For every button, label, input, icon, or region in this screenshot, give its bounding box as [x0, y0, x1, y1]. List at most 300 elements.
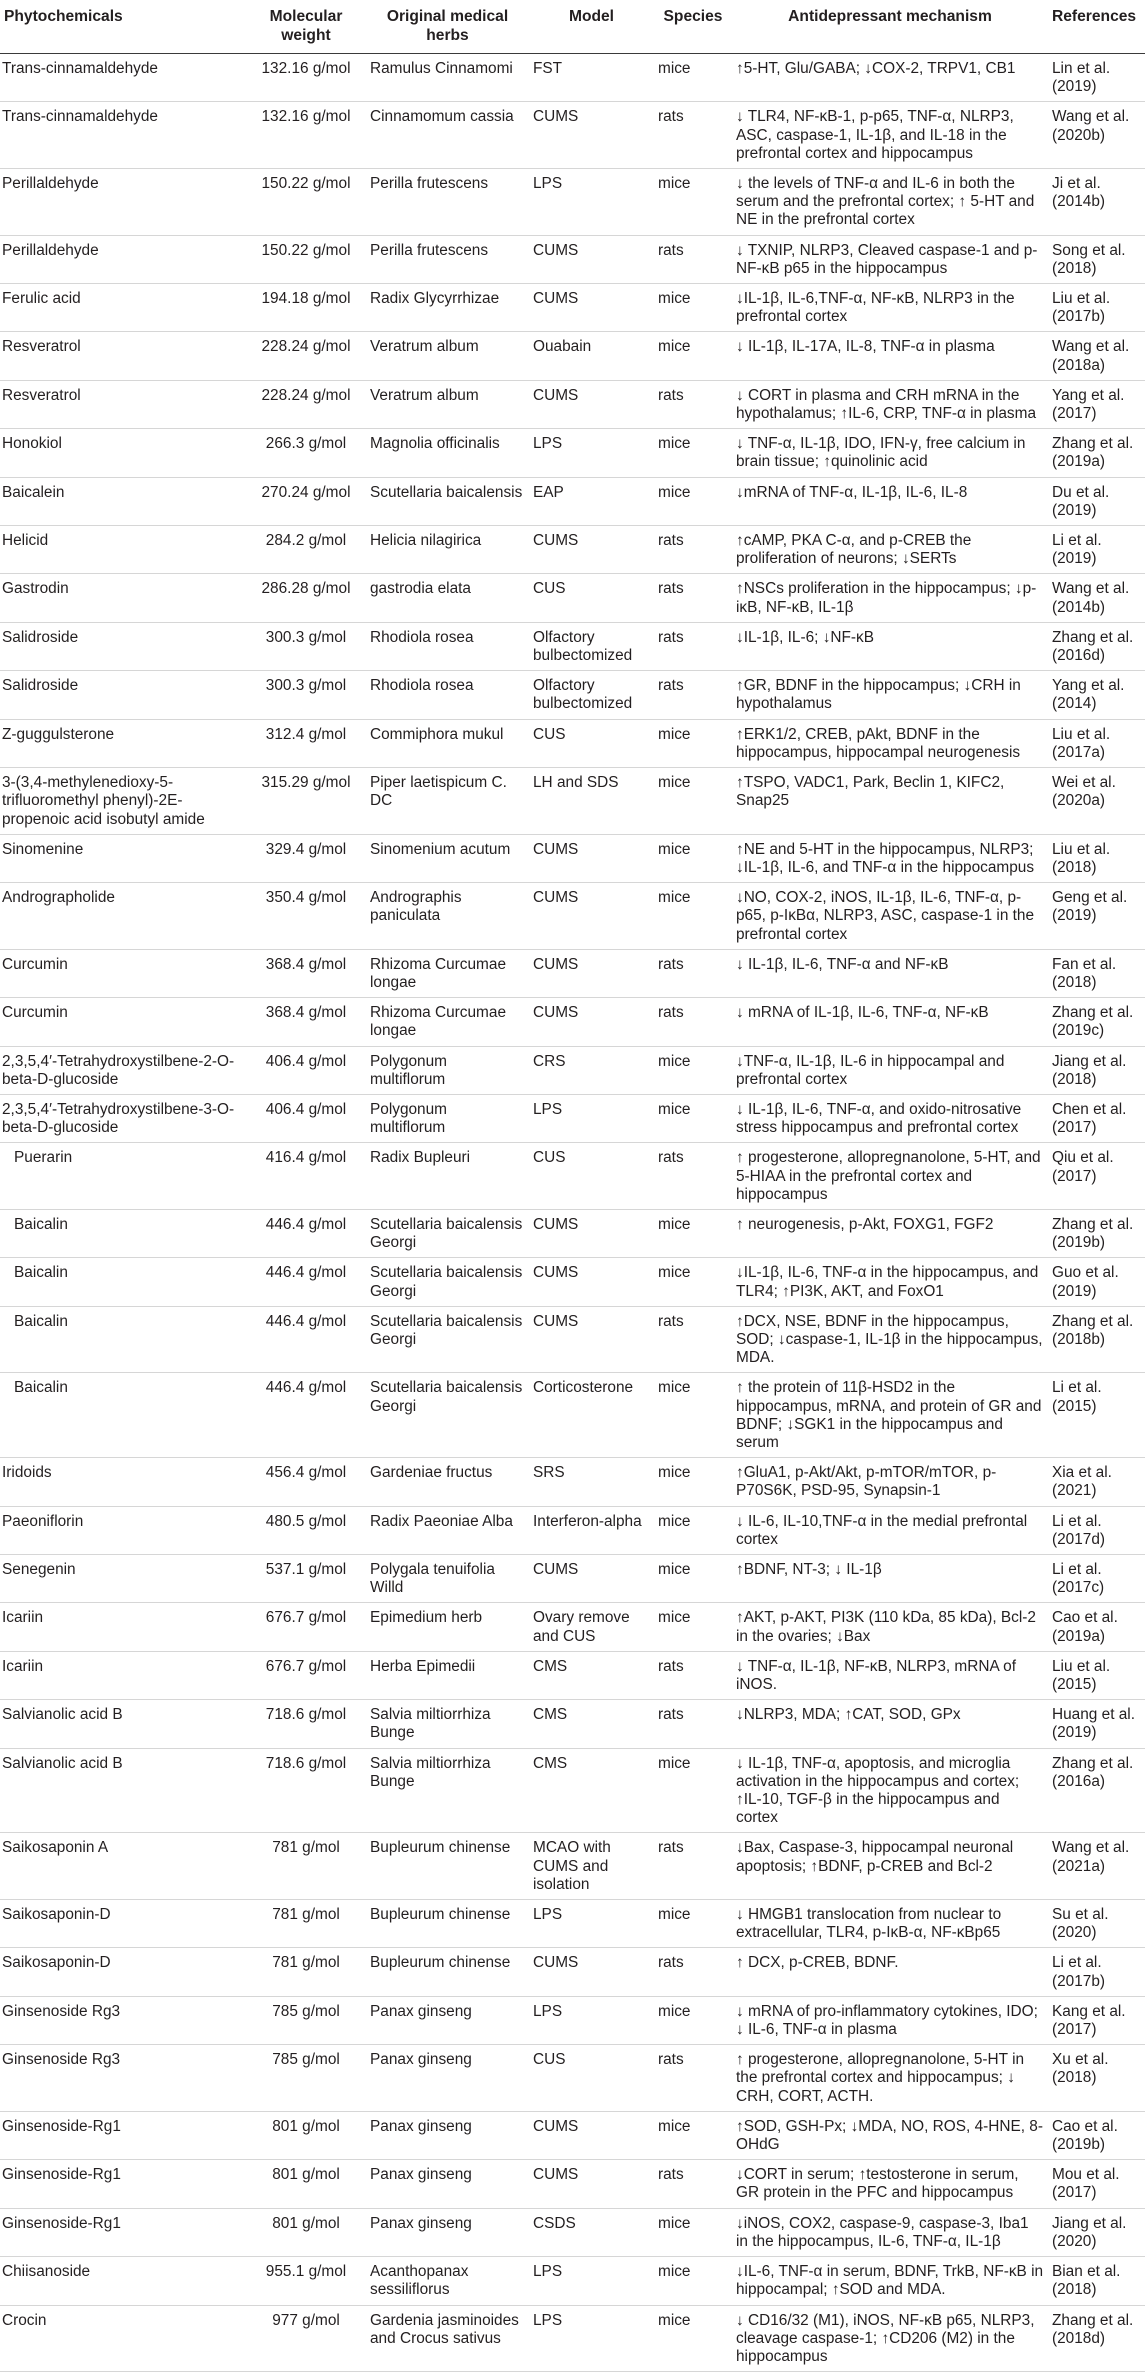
cell-phytochemical: Saikosaponin-D	[0, 1900, 246, 1948]
table-row	[0, 1833, 1145, 1900]
cell-phytochemical: Puerarin	[0, 1143, 246, 1210]
cell-reference: Wang et al. (2018a)	[1048, 332, 1145, 380]
table-row	[0, 1900, 1145, 1948]
cell-species: rats	[654, 949, 732, 997]
cell-phytochemical: Paeoniflorin	[0, 1506, 246, 1554]
cell-phytochemical: Sinomenine	[0, 834, 246, 882]
cell-mechanism: ↑5-HT, Glu/GABA; ↓COX-2, TRPV1, CB1	[732, 54, 1048, 102]
cell-molecular-weight: 300.3 g/mol	[246, 671, 366, 719]
cell-reference: Yang et al. (2017)	[1048, 380, 1145, 428]
cell-species: rats	[654, 1700, 732, 1748]
cell-reference: Wang et al. (2020b)	[1048, 102, 1145, 169]
cell-phytochemical: Salidroside	[0, 622, 246, 670]
cell-molecular-weight: 718.6 g/mol	[246, 1748, 366, 1833]
cell-phytochemical: Crocin	[0, 2305, 246, 2372]
table-row	[0, 883, 1145, 950]
cell-medical-herb: Scutellaria baicalensis Georgi	[366, 1209, 529, 1257]
cell-phytochemical: Baicalin	[0, 1209, 246, 1257]
table-row	[0, 2160, 1145, 2208]
table-row	[0, 477, 1145, 525]
cell-reference: Zhang et al. (2018b)	[1048, 1306, 1145, 1373]
cell-species: rats	[654, 622, 732, 670]
cell-mechanism: ↑NSCs proliferation in the hippocampus; ↓p-iκB, NF-κB, IL-1β	[732, 574, 1048, 622]
cell-medical-herb: Scutellaria baicalensis Georgi	[366, 1258, 529, 1306]
cell-phytochemical: Curcumin	[0, 949, 246, 997]
cell-species: mice	[654, 1603, 732, 1651]
cell-reference: Geng et al. (2019)	[1048, 883, 1145, 950]
cell-model: LPS	[529, 1900, 654, 1948]
cell-mechanism: ↓NO, COX-2, iNOS, IL-1β, IL-6, TNF-α, p-p65, p-IκBα, NLRP3, ASC, caspase-1 in the prefrontal cortex	[732, 883, 1048, 950]
cell-model: CMS	[529, 1651, 654, 1699]
cell-phytochemical: Resveratrol	[0, 332, 246, 380]
cell-reference: Wei et al. (2020a)	[1048, 768, 1145, 835]
cell-mechanism: ↓IL-1β, IL-6,TNF-α, NF-κB, NLRP3 in the prefrontal cortex	[732, 284, 1048, 332]
table-row	[0, 1506, 1145, 1554]
cell-mechanism: ↑DCX, NSE, BDNF in the hippocampus, SOD; ↓caspase-1, IL-1β in the hippocampus, MDA.	[732, 1306, 1048, 1373]
cell-molecular-weight: 312.4 g/mol	[246, 719, 366, 767]
cell-reference: Liu et al. (2018)	[1048, 834, 1145, 882]
cell-model: LH and SDS	[529, 768, 654, 835]
cell-molecular-weight: 718.6 g/mol	[246, 1700, 366, 1748]
cell-model: Interferon-alpha	[529, 1506, 654, 1554]
table-row	[0, 1651, 1145, 1699]
cell-reference: Huang et al. (2019)	[1048, 1700, 1145, 1748]
cell-mechanism: ↑cAMP, PKA C-α, and p-CREB the proliferation of neurons; ↓SERTs	[732, 526, 1048, 574]
cell-reference: Li et al. (2015)	[1048, 1373, 1145, 1458]
cell-model: CUMS	[529, 998, 654, 1046]
cell-molecular-weight: 781 g/mol	[246, 1833, 366, 1900]
cell-reference: Liu et al. (2017a)	[1048, 719, 1145, 767]
cell-model: CUS	[529, 574, 654, 622]
cell-species: mice	[654, 2111, 732, 2159]
cell-mechanism: ↑ DCX, p-CREB, BDNF.	[732, 1948, 1048, 1996]
cell-reference: Xia et al. (2021)	[1048, 1458, 1145, 1506]
cell-reference: Qiu et al. (2017)	[1048, 1143, 1145, 1210]
cell-species: mice	[654, 332, 732, 380]
table-row	[0, 768, 1145, 835]
table-row	[0, 54, 1145, 102]
table-row	[0, 1948, 1145, 1996]
cell-model: CUMS	[529, 1209, 654, 1257]
cell-medical-herb: Andrographis paniculata	[366, 883, 529, 950]
table-row	[0, 622, 1145, 670]
table-row	[0, 2045, 1145, 2112]
cell-molecular-weight: 446.4 g/mol	[246, 1373, 366, 1458]
cell-medical-herb: Panax ginseng	[366, 2111, 529, 2159]
cell-mechanism: ↓ IL-1β, TNF-α, apoptosis, and microglia activation in the hippocampus and cortex; ↑IL-10, TGF-β in the hippocampus and cortex	[732, 1748, 1048, 1833]
cell-model: Ovary remove and CUS	[529, 1603, 654, 1651]
cell-phytochemical: Icariin	[0, 1651, 246, 1699]
cell-phytochemical: Honokiol	[0, 429, 246, 477]
cell-species: mice	[654, 1458, 732, 1506]
cell-species: mice	[654, 54, 732, 102]
cell-phytochemical: Baicalin	[0, 1258, 246, 1306]
cell-molecular-weight: 955.1 g/mol	[246, 2257, 366, 2305]
cell-species: rats	[654, 1651, 732, 1699]
table-row	[0, 719, 1145, 767]
cell-reference: Zhang et al. (2019b)	[1048, 1209, 1145, 1257]
cell-reference: Yang et al. (2014)	[1048, 671, 1145, 719]
cell-mechanism: ↓ IL-6, IL-10,TNF-α in the medial prefrontal cortex	[732, 1506, 1048, 1554]
cell-species: mice	[654, 1748, 732, 1833]
cell-phytochemical: Ginsenoside-Rg1	[0, 2160, 246, 2208]
cell-model: Ouabain	[529, 332, 654, 380]
cell-medical-herb: Epimedium herb	[366, 1603, 529, 1651]
cell-species: mice	[654, 1046, 732, 1094]
cell-mechanism: ↓IL-1β, IL-6; ↓NF-κB	[732, 622, 1048, 670]
header-original-medical-herbs: Original medical herbs	[366, 0, 529, 54]
cell-molecular-weight: 150.22 g/mol	[246, 169, 366, 236]
table-row	[0, 1046, 1145, 1094]
table-row	[0, 1748, 1145, 1833]
table-row	[0, 1373, 1145, 1458]
cell-reference: Cao et al. (2019a)	[1048, 1603, 1145, 1651]
cell-mechanism: ↓iNOS, COX2, caspase-9, caspase-3, Iba1 in the hippocampus, IL-6, TNF-α, IL-1β	[732, 2208, 1048, 2256]
table-row	[0, 2257, 1145, 2305]
cell-reference: Liu et al. (2015)	[1048, 1651, 1145, 1699]
cell-medical-herb: Panax ginseng	[366, 2045, 529, 2112]
cell-reference: Guo et al. (2019)	[1048, 1258, 1145, 1306]
cell-molecular-weight: 446.4 g/mol	[246, 1209, 366, 1257]
cell-species: mice	[654, 169, 732, 236]
cell-mechanism: ↑ERK1/2, CREB, pAkt, BDNF in the hippocampus, hippocampal neurogenesis	[732, 719, 1048, 767]
table-row	[0, 1306, 1145, 1373]
table-row	[0, 2208, 1145, 2256]
cell-phytochemical: 2,3,5,4′-Tetrahydroxystilbene-2-O-beta-D-glucoside	[0, 1046, 246, 1094]
cell-species: mice	[654, 1209, 732, 1257]
cell-species: rats	[654, 1306, 732, 1373]
cell-molecular-weight: 406.4 g/mol	[246, 1094, 366, 1142]
cell-medical-herb: Cinnamomum cassia	[366, 102, 529, 169]
cell-reference: Zhang et al. (2016a)	[1048, 1748, 1145, 1833]
cell-molecular-weight: 132.16 g/mol	[246, 54, 366, 102]
cell-model: CUMS	[529, 1306, 654, 1373]
cell-reference: Zhang et al. (2018d)	[1048, 2305, 1145, 2372]
cell-phytochemical: Ginsenoside-Rg1	[0, 2111, 246, 2159]
table-row	[0, 949, 1145, 997]
table-row	[0, 332, 1145, 380]
cell-mechanism: ↑ the protein of 11β-HSD2 in the hippocampus, mRNA, and protein of GR and BDNF; ↓SGK1 in the hippocampus and serum	[732, 1373, 1048, 1458]
table-row	[0, 1258, 1145, 1306]
cell-species: rats	[654, 526, 732, 574]
cell-mechanism: ↑GluA1, p-Akt/Akt, p-mTOR/mTOR, p-P70S6K, PSD-95, Synapsin-1	[732, 1458, 1048, 1506]
cell-molecular-weight: 781 g/mol	[246, 1900, 366, 1948]
cell-phytochemical: Ginsenoside Rg3	[0, 1996, 246, 2044]
cell-phytochemical: Senegenin	[0, 1555, 246, 1603]
cell-model: CUMS	[529, 2111, 654, 2159]
cell-species: mice	[654, 2257, 732, 2305]
cell-mechanism: ↓ CORT in plasma and CRH mRNA in the hypothalamus; ↑IL-6, CRP, TNF-α in plasma	[732, 380, 1048, 428]
cell-molecular-weight: 537.1 g/mol	[246, 1555, 366, 1603]
cell-model: LPS	[529, 169, 654, 236]
cell-reference: Lin et al. (2019)	[1048, 54, 1145, 102]
cell-model: FST	[529, 54, 654, 102]
cell-model: CSDS	[529, 2208, 654, 2256]
cell-model: LPS	[529, 1996, 654, 2044]
cell-species: mice	[654, 1555, 732, 1603]
cell-medical-herb: Perilla frutescens	[366, 235, 529, 283]
header-references: References	[1048, 0, 1145, 54]
cell-mechanism: ↓ HMGB1 translocation from nuclear to extracellular, TLR4, p-IκB-α, NF-κBp65	[732, 1900, 1048, 1948]
cell-reference: Jiang et al. (2020)	[1048, 2208, 1145, 2256]
cell-medical-herb: Rhizoma Curcumae longae	[366, 949, 529, 997]
cell-molecular-weight: 315.29 g/mol	[246, 768, 366, 835]
table-row	[0, 1700, 1145, 1748]
cell-reference: Mou et al. (2017)	[1048, 2160, 1145, 2208]
cell-medical-herb: Veratrum album	[366, 332, 529, 380]
cell-phytochemical: Andrographolide	[0, 883, 246, 950]
cell-molecular-weight: 266.3 g/mol	[246, 429, 366, 477]
cell-medical-herb: Bupleurum chinense	[366, 1833, 529, 1900]
cell-model: Corticosterone	[529, 1373, 654, 1458]
table-row	[0, 169, 1145, 236]
table-row	[0, 235, 1145, 283]
cell-phytochemical: Ginsenoside Rg3	[0, 2045, 246, 2112]
cell-molecular-weight: 456.4 g/mol	[246, 1458, 366, 1506]
cell-medical-herb: Acanthopanax sessiliflorus	[366, 2257, 529, 2305]
cell-molecular-weight: 406.4 g/mol	[246, 1046, 366, 1094]
cell-phytochemical: Resveratrol	[0, 380, 246, 428]
cell-species: mice	[654, 883, 732, 950]
cell-species: rats	[654, 1948, 732, 1996]
cell-medical-herb: Panax ginseng	[366, 1996, 529, 2044]
table-row	[0, 1094, 1145, 1142]
cell-medical-herb: Rhizoma Curcumae longae	[366, 998, 529, 1046]
cell-molecular-weight: 801 g/mol	[246, 2111, 366, 2159]
table-row	[0, 1996, 1145, 2044]
table-row	[0, 1555, 1145, 1603]
cell-species: rats	[654, 102, 732, 169]
cell-molecular-weight: 676.7 g/mol	[246, 1603, 366, 1651]
cell-reference: Zhang et al. (2019c)	[1048, 998, 1145, 1046]
cell-phytochemical: Helicid	[0, 526, 246, 574]
cell-medical-herb: Radix Glycyrrhizae	[366, 284, 529, 332]
cell-medical-herb: Salvia miltiorrhiza Bunge	[366, 1748, 529, 1833]
cell-molecular-weight: 446.4 g/mol	[246, 1306, 366, 1373]
table-row	[0, 102, 1145, 169]
cell-species: rats	[654, 2160, 732, 2208]
table-row	[0, 2111, 1145, 2159]
cell-reference: Liu et al. (2017b)	[1048, 284, 1145, 332]
cell-phytochemical: Ferulic acid	[0, 284, 246, 332]
cell-phytochemical: Saikosaponin-D	[0, 1948, 246, 1996]
cell-model: LPS	[529, 2305, 654, 2372]
header-row	[0, 0, 1145, 54]
cell-mechanism: ↓Bax, Caspase-3, hippocampal neuronal apoptosis; ↑BDNF, p-CREB and Bcl-2	[732, 1833, 1048, 1900]
cell-model: SRS	[529, 1458, 654, 1506]
cell-reference: Li et al. (2017b)	[1048, 1948, 1145, 1996]
cell-mechanism: ↑GR, BDNF in the hippocampus; ↓CRH in hypothalamus	[732, 671, 1048, 719]
cell-reference: Song et al. (2018)	[1048, 235, 1145, 283]
table-row	[0, 671, 1145, 719]
cell-mechanism: ↓NLRP3, MDA; ↑CAT, SOD, GPx	[732, 1700, 1048, 1748]
cell-medical-herb: Piper laetispicum C. DC	[366, 768, 529, 835]
cell-species: mice	[654, 768, 732, 835]
cell-mechanism: ↓ IL-1β, IL-6, TNF-α and NF-κB	[732, 949, 1048, 997]
cell-model: CRS	[529, 1046, 654, 1094]
table-row	[0, 998, 1145, 1046]
cell-medical-herb: Gardenia jasminoides and Crocus sativus	[366, 2305, 529, 2372]
cell-species: rats	[654, 574, 732, 622]
cell-species: rats	[654, 998, 732, 1046]
cell-model: CUMS	[529, 2160, 654, 2208]
header-molecular-weight: Molecular weight	[246, 0, 366, 54]
cell-model: EAP	[529, 477, 654, 525]
cell-reference: Su et al. (2020)	[1048, 1900, 1145, 1948]
cell-model: LPS	[529, 1094, 654, 1142]
cell-molecular-weight: 676.7 g/mol	[246, 1651, 366, 1699]
cell-molecular-weight: 785 g/mol	[246, 1996, 366, 2044]
cell-reference: Wang et al. (2021a)	[1048, 1833, 1145, 1900]
table-row	[0, 1209, 1145, 1257]
cell-mechanism: ↑TSPO, VADC1, Park, Beclin 1, KIFC2, Snap25	[732, 768, 1048, 835]
cell-species: rats	[654, 1833, 732, 1900]
cell-molecular-weight: 350.4 g/mol	[246, 883, 366, 950]
cell-reference: Bian et al. (2018)	[1048, 2257, 1145, 2305]
table-row	[0, 380, 1145, 428]
cell-mechanism: ↓ the levels of TNF-α and IL-6 in both the serum and the prefrontal cortex; ↑ 5-HT and NE in the prefrontal cortex	[732, 169, 1048, 236]
cell-phytochemical: Baicalein	[0, 477, 246, 525]
cell-molecular-weight: 150.22 g/mol	[246, 235, 366, 283]
cell-medical-herb: Scutellaria baicalensis	[366, 477, 529, 525]
cell-medical-herb: Helicia nilagirica	[366, 526, 529, 574]
cell-species: mice	[654, 429, 732, 477]
cell-molecular-weight: 781 g/mol	[246, 1948, 366, 1996]
cell-model: CUMS	[529, 1948, 654, 1996]
cell-reference: Cao et al. (2019b)	[1048, 2111, 1145, 2159]
cell-species: mice	[654, 1506, 732, 1554]
cell-reference: Ji et al. (2014b)	[1048, 169, 1145, 236]
cell-mechanism: ↓ IL-1β, IL-6, TNF-α, and oxido-nitrosative stress hippocampus and prefrontal cortex	[732, 1094, 1048, 1142]
cell-species: mice	[654, 1094, 732, 1142]
cell-model: CUMS	[529, 526, 654, 574]
table-row	[0, 1458, 1145, 1506]
cell-molecular-weight: 977 g/mol	[246, 2305, 366, 2372]
cell-reference: Zhang et al. (2019a)	[1048, 429, 1145, 477]
table-row	[0, 284, 1145, 332]
cell-reference: Jiang et al. (2018)	[1048, 1046, 1145, 1094]
cell-molecular-weight: 132.16 g/mol	[246, 102, 366, 169]
cell-molecular-weight: 416.4 g/mol	[246, 1143, 366, 1210]
cell-molecular-weight: 194.18 g/mol	[246, 284, 366, 332]
cell-mechanism: ↑AKT, p-AKT, PI3K (110 kDa, 85 kDa), Bcl-2 in the ovaries; ↓Bax	[732, 1603, 1048, 1651]
cell-phytochemical: Salvianolic acid B	[0, 1748, 246, 1833]
cell-mechanism: ↑BDNF, NT-3; ↓ IL-1β	[732, 1555, 1048, 1603]
cell-medical-herb: Sinomenium acutum	[366, 834, 529, 882]
cell-medical-herb: gastrodia elata	[366, 574, 529, 622]
cell-model: CUMS	[529, 1555, 654, 1603]
cell-model: LPS	[529, 429, 654, 477]
cell-molecular-weight: 284.2 g/mol	[246, 526, 366, 574]
cell-model: CUS	[529, 1143, 654, 1210]
cell-medical-herb: Veratrum album	[366, 380, 529, 428]
cell-molecular-weight: 228.24 g/mol	[246, 380, 366, 428]
cell-phytochemical: Baicalin	[0, 1306, 246, 1373]
cell-model: LPS	[529, 2257, 654, 2305]
cell-mechanism: ↓ IL-1β, IL-17A, IL-8, TNF-α in plasma	[732, 332, 1048, 380]
cell-phytochemical: Perillaldehyde	[0, 169, 246, 236]
cell-mechanism: ↓TNF-α, IL-1β, IL-6 in hippocampal and prefrontal cortex	[732, 1046, 1048, 1094]
cell-model: Olfactory bulbectomized	[529, 671, 654, 719]
cell-reference: Zhang et al. (2016d)	[1048, 622, 1145, 670]
cell-species: mice	[654, 2208, 732, 2256]
cell-medical-herb: Bupleurum chinense	[366, 1948, 529, 1996]
cell-mechanism: ↓ TXNIP, NLRP3, Cleaved caspase-1 and p-NF-κB p65 in the hippocampus	[732, 235, 1048, 283]
cell-medical-herb: Commiphora mukul	[366, 719, 529, 767]
cell-model: CUMS	[529, 949, 654, 997]
cell-phytochemical: Saikosaponin A	[0, 1833, 246, 1900]
cell-mechanism: ↓mRNA of TNF-α, IL-1β, IL-6, IL-8	[732, 477, 1048, 525]
header-antidepressant-mechanism: Antidepressant mechanism	[732, 0, 1048, 54]
cell-medical-herb: Polygonum multiflorum	[366, 1046, 529, 1094]
cell-medical-herb: Polygala tenuifolia Willd	[366, 1555, 529, 1603]
cell-model: CUS	[529, 719, 654, 767]
cell-mechanism: ↑ neurogenesis, p-Akt, FOXG1, FGF2	[732, 1209, 1048, 1257]
cell-phytochemical: Iridoids	[0, 1458, 246, 1506]
cell-medical-herb: Rhodiola rosea	[366, 622, 529, 670]
cell-model: CUMS	[529, 235, 654, 283]
cell-reference: Chen et al. (2017)	[1048, 1094, 1145, 1142]
cell-molecular-weight: 228.24 g/mol	[246, 332, 366, 380]
cell-mechanism: ↓IL-1β, IL-6, TNF-α in the hippocampus, and TLR4; ↑PI3K, AKT, and FoxO1	[732, 1258, 1048, 1306]
cell-phytochemical: 3-(3,4-methylenedioxy-5-trifluoromethyl phenyl)-2E-propenoic acid isobutyl amide	[0, 768, 246, 835]
cell-molecular-weight: 801 g/mol	[246, 2160, 366, 2208]
cell-molecular-weight: 286.28 g/mol	[246, 574, 366, 622]
cell-model: CMS	[529, 1700, 654, 1748]
cell-molecular-weight: 480.5 g/mol	[246, 1506, 366, 1554]
cell-medical-herb: Magnolia officinalis	[366, 429, 529, 477]
table-row	[0, 1143, 1145, 1210]
header-model: Model	[529, 0, 654, 54]
cell-medical-herb: Panax ginseng	[366, 2208, 529, 2256]
cell-phytochemical: Salidroside	[0, 671, 246, 719]
cell-phytochemical: Perillaldehyde	[0, 235, 246, 283]
cell-phytochemical: Gastrodin	[0, 574, 246, 622]
cell-molecular-weight: 785 g/mol	[246, 2045, 366, 2112]
cell-medical-herb: Scutellaria baicalensis Georgi	[366, 1373, 529, 1458]
cell-reference: Li et al. (2019)	[1048, 526, 1145, 574]
table-row	[0, 2305, 1145, 2372]
cell-model: CUMS	[529, 1258, 654, 1306]
cell-reference: Kang et al. (2017)	[1048, 1996, 1145, 2044]
cell-species: mice	[654, 477, 732, 525]
cell-mechanism: ↑ progesterone, allopregnanolone, 5-HT, and 5-HIAA in the prefrontal cortex and hippocampus	[732, 1143, 1048, 1210]
cell-molecular-weight: 801 g/mol	[246, 2208, 366, 2256]
cell-model: CUMS	[529, 284, 654, 332]
cell-mechanism: ↓ mRNA of pro-inflammatory cytokines, IDO; ↓ IL-6, TNF-α in plasma	[732, 1996, 1048, 2044]
header-phytochemicals: Phytochemicals	[0, 0, 246, 54]
cell-phytochemical: Trans-cinnamaldehyde	[0, 102, 246, 169]
cell-medical-herb: Herba Epimedii	[366, 1651, 529, 1699]
cell-reference: Du et al. (2019)	[1048, 477, 1145, 525]
cell-phytochemical: Trans-cinnamaldehyde	[0, 54, 246, 102]
cell-medical-herb: Salvia miltiorrhiza Bunge	[366, 1700, 529, 1748]
cell-model: CUMS	[529, 380, 654, 428]
cell-model: CMS	[529, 1748, 654, 1833]
cell-phytochemical: Baicalin	[0, 1373, 246, 1458]
cell-mechanism: ↓ mRNA of IL-1β, IL-6, TNF-α, NF-κB	[732, 998, 1048, 1046]
cell-model: CUMS	[529, 883, 654, 950]
table-row	[0, 1603, 1145, 1651]
cell-species: mice	[654, 834, 732, 882]
table-body	[0, 54, 1145, 2372]
cell-mechanism: ↑SOD, GSH-Px; ↓MDA, NO, ROS, 4-HNE, 8-OHdG	[732, 2111, 1048, 2159]
cell-mechanism: ↓ TLR4, NF-κB-1, p-p65, TNF-α, NLRP3, ASC, caspase-1, IL-1β, and IL-18 in the prefrontal cortex and hippocampus	[732, 102, 1048, 169]
cell-species: mice	[654, 1258, 732, 1306]
cell-species: mice	[654, 1900, 732, 1948]
cell-medical-herb: Rhodiola rosea	[366, 671, 529, 719]
cell-model: CUS	[529, 2045, 654, 2112]
